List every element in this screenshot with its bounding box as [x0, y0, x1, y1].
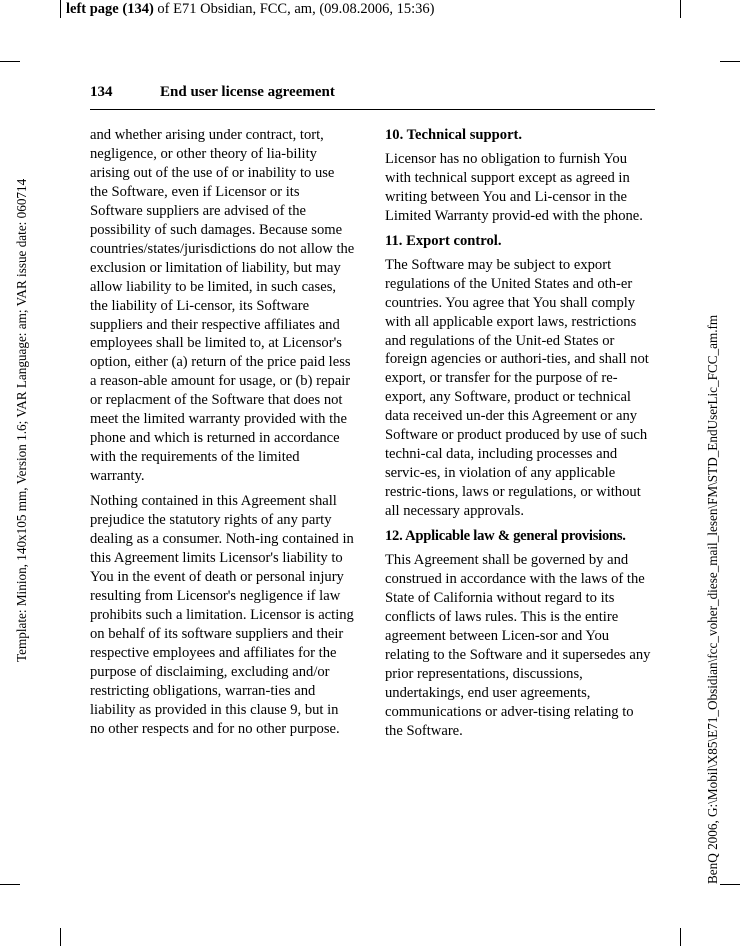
paragraph: and whether arising under contract, tort, negligence, or other theory of lia-bility arising out of the use of or inability to use the Software, even if Licensor or its Software suppliers are advised of the possibility of such damages. Because some countries/states/jurisdictions do not allow the exclusion or limitation of liability, but may allow liability to be limited, in such cases, the liability of Li-censor, its Software suppliers and their respective affiliates and employees shall be limited to, at Licensor's option, either (a) return of the price paid less a reason-able amount for usage, or (b) repair or replacment of the Software that does not meet the limited warranty provided with the phone and which is returned in accordance with the requirements of the limited warranty. [90, 127, 355, 485]
paragraph: Nothing contained in this Agreement shall prejudice the statutory rights of any party dealing as a consumer. Noth-ing contained in this Agreement limits Licensor's liability to You in the event of death or personal injury resulting from Licensor's negligence if law prohibits such a limitation. Licensor is acting on behalf of its software suppliers and their respective employees and affiliates for the purpose of disclaiming, excluding and/or restricting obligations, warran-ties and liability as provided in this clause 9, but in no other respects and for no other purpose. [90, 493, 354, 737]
crop-mark [680, 0, 681, 18]
crop-mark [680, 928, 681, 946]
crop-mark [60, 928, 61, 946]
right-column [385, 126, 655, 747]
paragraph: Licensor has no obligation to furnish You with technical support except as agreed in writing between You and Li-censor in the Limited Warranty provid-ed with the phone. [385, 150, 643, 224]
crop-mark [720, 61, 740, 62]
page-title: End user license agreement [160, 84, 335, 100]
section-heading-export-control: 11. Export control. [385, 232, 502, 249]
paragraph: The Software may be subject to export regulations of the United States and oth-er countries. You agree that You shall comply with all applicable export laws, restrictions and regulations of the Unit-ed States or foreign agencies or authori-ties, and shall not export, or transfer for the purpose of re-export, any Software, product or technical data received un-der this Agreement or any Software or product produced by use of such techni-cal data, including processes and servic-es, in violation of any applicable restric-tions, laws or regulations, or without all necessary approvals. [385, 256, 649, 520]
template-info: Template: Minion, 140x105 mm, Version 1.6; VAR Language: am; VAR issue date: 060714 [14, 178, 29, 662]
left-column [90, 126, 355, 745]
slug-page-label: left page (134) [66, 1, 154, 17]
section-heading-technical-support: 10. Technical support. [385, 127, 523, 143]
crop-mark [0, 884, 20, 885]
crop-mark [60, 0, 61, 18]
crop-mark [720, 884, 740, 885]
section-heading-applicable-law: 12. Applicable law & general provisions. [385, 528, 626, 545]
file-path-info: BenQ 2006, G:\Mobil\X85\E71_Obsidian\fcc_voher_diese_mail_lesen\FM\STD_EndUserLic_FCC_am.fm [705, 314, 720, 884]
page-header [90, 82, 655, 110]
page-number: 134 [90, 84, 113, 100]
slug-details: of E71 Obsidian, FCC, am, (09.08.2006, 15:36) [153, 1, 435, 17]
crop-mark [0, 61, 20, 62]
paragraph: This Agreement shall be governed by and construed in accordance with the laws of the State of California without regard to its conflicts of laws rules. This is the entire agreement between Licen-sor and You relating to the Software and it supersedes any prior representations, discussions, undertakings, end user agreements, communications or adver-tising relating to the Software. [385, 552, 651, 739]
print-slug [66, 1, 435, 18]
